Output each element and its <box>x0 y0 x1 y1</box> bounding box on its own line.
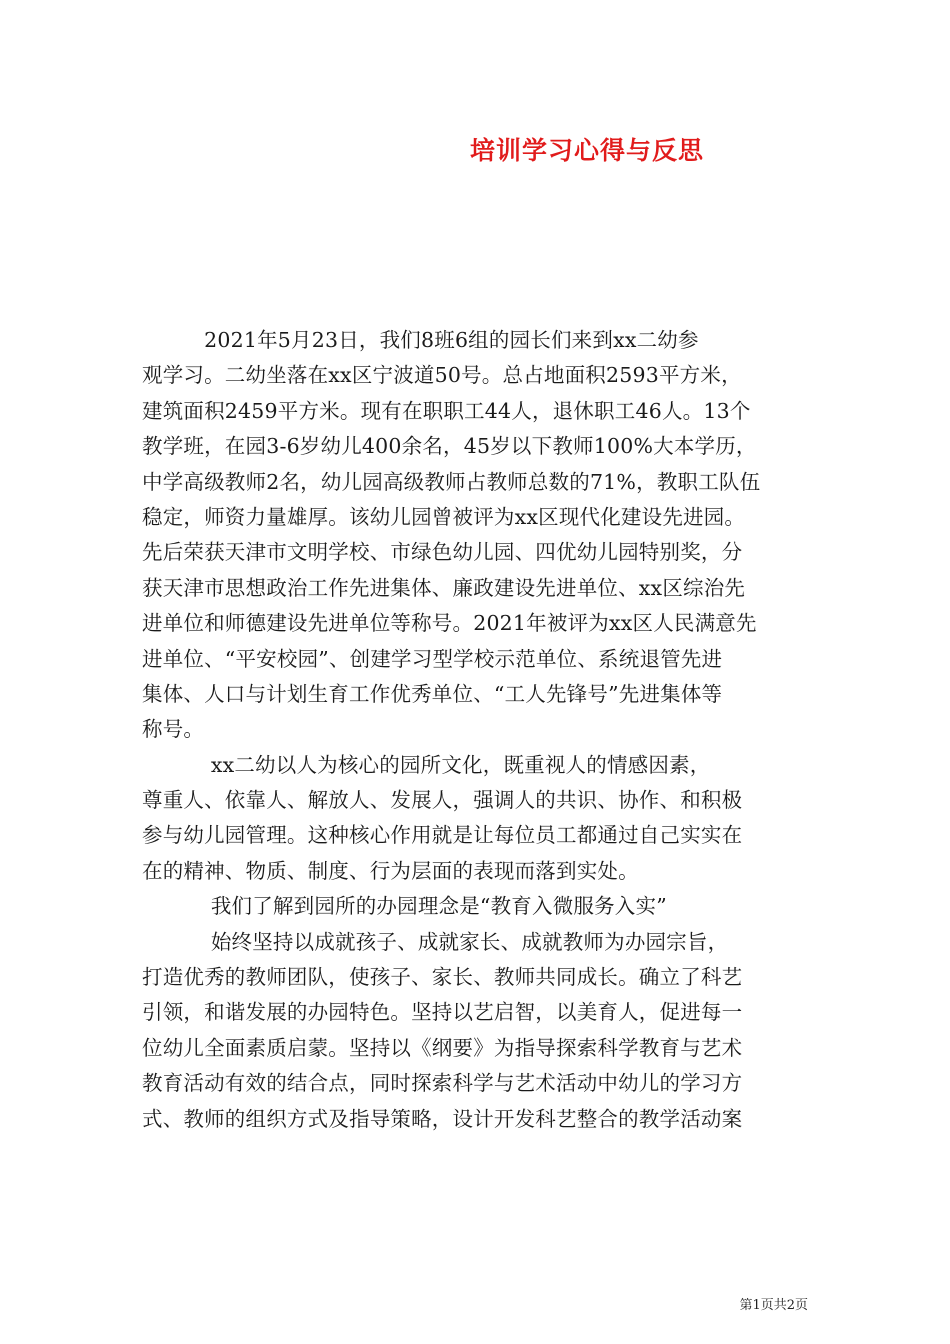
document-title: 培训学习心得与反思 <box>470 136 705 165</box>
body-line: 在的精神、物质、制度、行为层面的表现而落到实处。 <box>142 858 639 883</box>
body-line: 2021年5月23日，我们8班6组的园长们来到xx二幼参 <box>142 328 699 352</box>
body-line: 打造优秀的教师团队，使孩子、家长、教师共同成长。确立了科艺 <box>142 965 743 990</box>
body-line: 集体、人口与计划生育工作优秀单位、“工人先锋号”先进集体等 <box>142 681 723 706</box>
body-line: 中学高级教师2名，幼儿园高级教师占教师总数的71%，教职工队伍 <box>142 469 761 494</box>
body-line: 始终坚持以成就孩子、成就家长、成就教师为办园宗旨， <box>142 929 729 954</box>
page-number: 第1页共2页 <box>739 1298 808 1313</box>
body-line: 建筑面积2459平方米。现有在职职工44人，退休职工46人。13个 <box>142 398 751 423</box>
body-line: 引领，和谐发展的办园特色。坚持以艺启智，以美育人，促进每一 <box>142 1000 743 1025</box>
body-line: 教育活动有效的结合点，同时探索科学与艺术活动中幼儿的学习方 <box>142 1071 743 1096</box>
body-line: 参与幼儿园管理。这种核心作用就是让每位员工都通过自己实实在 <box>142 823 743 848</box>
body-line: 称号。 <box>142 717 205 742</box>
body-line: 先后荣获天津市文明学校、市绿色幼儿园、四优幼儿园特别奖，分 <box>142 540 743 565</box>
body-line: 位幼儿全面素质启蒙。坚持以《纲要》为指导探索科学教育与艺术 <box>142 1035 743 1060</box>
body-line: 获天津市思想政治工作先进集体、廉政建设先进单位、xx区综治先 <box>142 575 746 600</box>
body-line: 教学班，在园3-6岁幼儿400余名，45岁以下教师100%大本学历， <box>142 434 757 459</box>
body-line: 进单位、“平安校园”、创建学习型学校示范单位、系统退管先进 <box>142 646 723 671</box>
body-line: 我们了解到园所的办园理念是“教育入微服务入实” <box>142 894 667 919</box>
body-line: 稳定，师资力量雄厚。该幼儿园曾被评为xx区现代化建设先进园。 <box>142 504 746 529</box>
body-line: 进单位和师德建设先进单位等称号。2021年被评为xx区人民满意先 <box>142 611 757 636</box>
body-line: 观学习。二幼坐落在xx区宁波道50号。总占地面积2593平方米， <box>142 363 742 388</box>
body-line: 尊重人、依靠人、解放人、发展人，强调人的共识、协作、和积极 <box>142 788 743 813</box>
body-line: xx二幼以人为核心的园所文化，既重视人的情感因素， <box>142 752 711 777</box>
document-body <box>142 323 808 1137</box>
body-line: 式、教师的组织方式及指导策略，设计开发科艺整合的教学活动案 <box>142 1106 743 1131</box>
